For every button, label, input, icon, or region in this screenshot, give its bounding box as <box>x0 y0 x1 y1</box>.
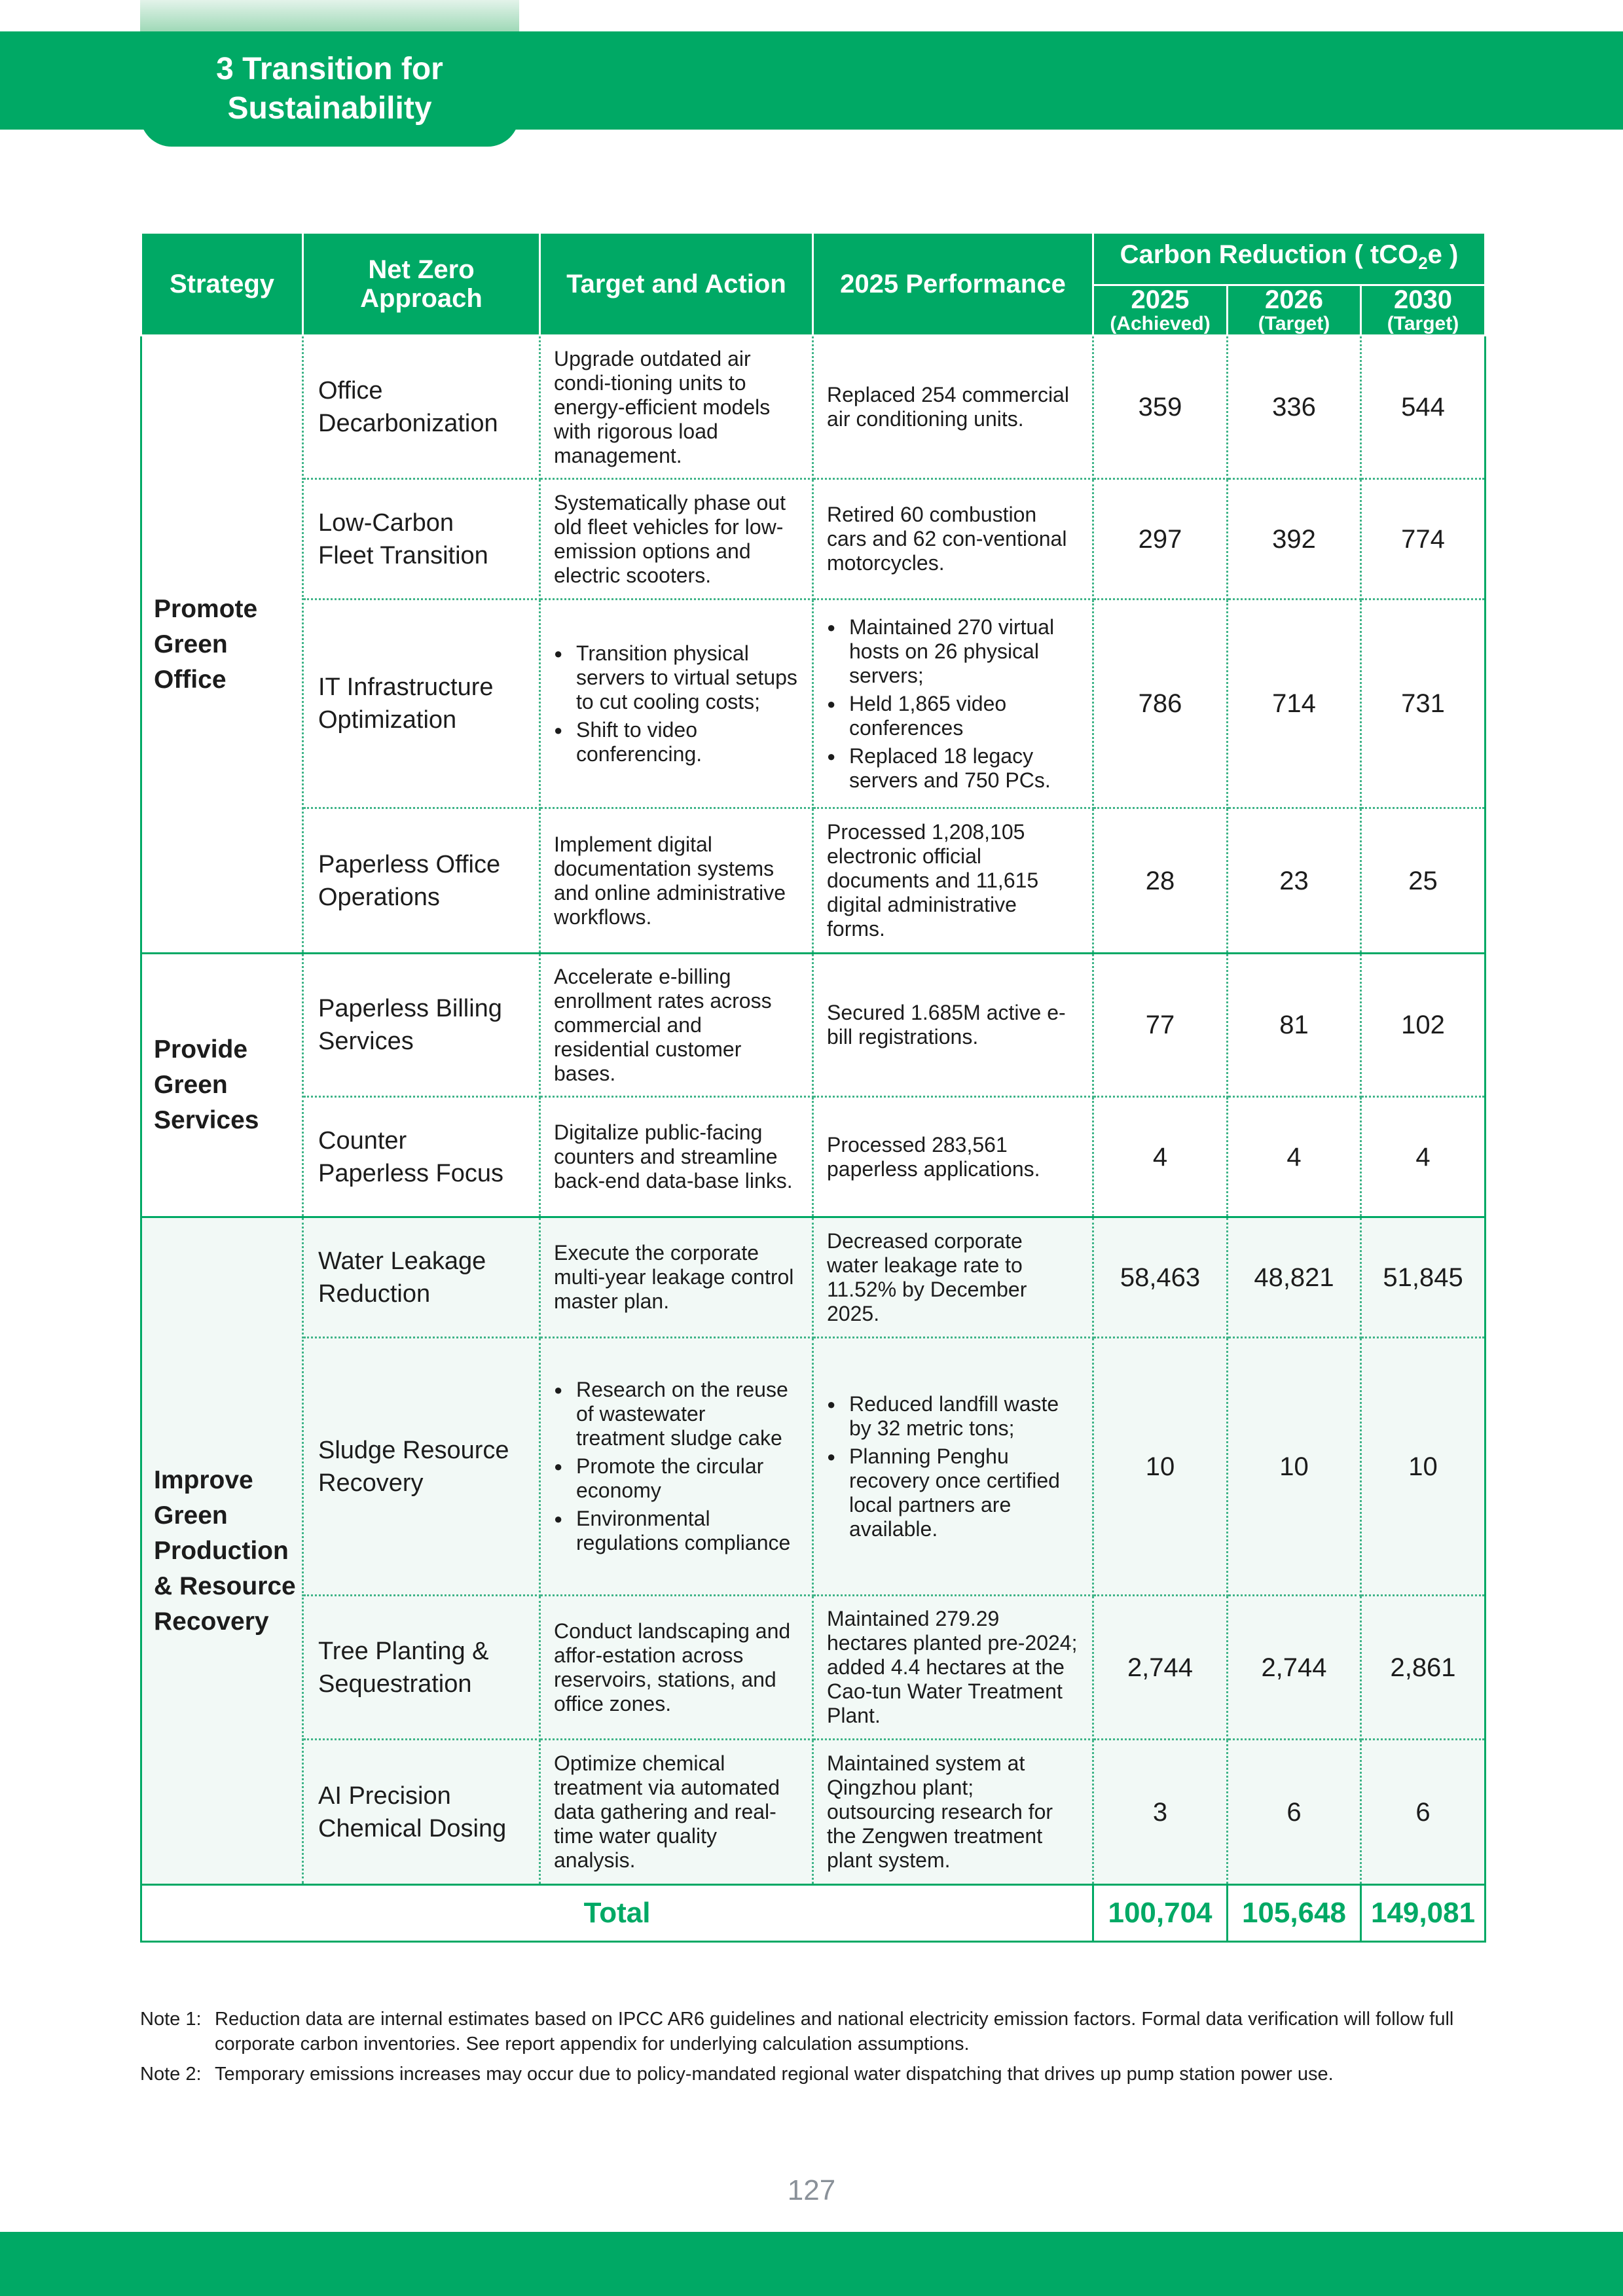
approach-cell <box>303 1596 540 1740</box>
value-2030: 4 <box>1361 1097 1486 1217</box>
performance-cell: Maintained system at Qingzhou plant; outsourcing research for the Zengwen treatment plant system. <box>813 1740 1093 1885</box>
performance-cell: Secured 1.685M active e-bill registrations. <box>813 954 1093 1097</box>
performance-cell <box>813 600 1093 808</box>
value-2026: 81 <box>1228 954 1361 1097</box>
approach-cell <box>303 1338 540 1596</box>
table-row <box>141 1217 1486 1338</box>
target-cell: Implement digital documentation systems and online administrative workflows. <box>540 808 813 954</box>
carbon-reduction-table <box>140 232 1486 1943</box>
strategy-line: & Resource <box>154 1571 296 1600</box>
approach-line: Paperless Focus <box>318 1159 504 1187</box>
approach-line: IT Infrastructure <box>318 673 494 701</box>
header-2025-note: (Achieved) <box>1110 313 1211 334</box>
approach-line: Fleet Transition <box>318 541 488 569</box>
target-cell <box>540 1338 813 1596</box>
section-tab <box>140 31 519 147</box>
table-row <box>141 1596 1486 1740</box>
approach-cell <box>303 1740 540 1885</box>
value-2026: 23 <box>1228 808 1361 954</box>
target-bullet: ● Shift to video conferencing. <box>576 718 799 766</box>
approach-line: Decarbonization <box>318 410 498 437</box>
approach-line: Office <box>318 377 383 404</box>
table-row <box>141 808 1486 954</box>
approach-cell <box>303 600 540 808</box>
header-strategy: Strategy <box>141 233 303 336</box>
approach-line: Services <box>318 1028 414 1055</box>
approach-cell <box>303 336 540 479</box>
value-2030: 6 <box>1361 1740 1486 1885</box>
strategy-line: Promote <box>154 594 258 623</box>
footer-band <box>0 2232 1623 2296</box>
target-bullet: ● Promote the circular economy <box>576 1454 799 1503</box>
total-label: Total <box>141 1885 1093 1942</box>
value-2030: 25 <box>1361 808 1486 954</box>
value-2026: 10 <box>1228 1338 1361 1596</box>
table-row <box>141 1338 1486 1596</box>
header-tab-fade <box>140 0 519 31</box>
table-row <box>141 1097 1486 1217</box>
value-2025: 786 <box>1093 600 1228 808</box>
strategy-line: Green <box>154 1071 228 1099</box>
value-2025: 2,744 <box>1093 1596 1228 1740</box>
value-2025: 58,463 <box>1093 1217 1228 1338</box>
section-title-line2: Sustainability <box>227 91 432 126</box>
approach-line: Sequestration <box>318 1670 472 1698</box>
approach-line: Chemical Dosing <box>318 1814 507 1842</box>
performance-bullet: ● Maintained 270 virtual hosts on 26 physical servers; <box>849 615 1079 688</box>
performance-cell: Retired 60 combustion cars and 62 con-ventional motorcycles. <box>813 479 1093 600</box>
approach-cell <box>303 1217 540 1338</box>
target-cell: Conduct landscaping and affor-estation across reservoirs, stations, and office zones. <box>540 1596 813 1740</box>
header-2026-note: (Target) <box>1258 313 1330 334</box>
header-carbon-reduction <box>1093 233 1486 285</box>
strategy-line: Office <box>154 665 227 694</box>
header-net-zero-approach: Net Zero Approach <box>303 233 540 336</box>
approach-line: Paperless Office <box>318 850 501 878</box>
strategy-line: Recovery <box>154 1607 269 1636</box>
total-2026: 105,648 <box>1228 1885 1361 1942</box>
strategy-line: Provide <box>154 1035 248 1064</box>
total-2030: 149,081 <box>1361 1885 1486 1942</box>
footnote-text: Temporary emissions increases may occur due to policy-mandated regional water dispatching that drives up pump station power use. <box>215 2064 1334 2085</box>
performance-cell: Maintained 279.29 hectares planted pre-2024; added 4.4 hectares at the Cao-tun Water Treatment Plant. <box>813 1596 1093 1740</box>
approach-line: AI Precision <box>318 1782 451 1810</box>
page-number: 127 <box>787 2174 836 2206</box>
header-2026 <box>1228 285 1361 336</box>
table-row <box>141 479 1486 600</box>
approach-line: Tree Planting & <box>318 1637 489 1665</box>
table-row <box>141 954 1486 1097</box>
value-2030: 2,861 <box>1361 1596 1486 1740</box>
approach-cell <box>303 954 540 1097</box>
target-cell: Accelerate e-billing enrollment rates across commercial and residential customer bases. <box>540 954 813 1097</box>
performance-cell <box>813 1338 1093 1596</box>
header-2030-note: (Target) <box>1387 313 1459 334</box>
value-2026: 392 <box>1228 479 1361 600</box>
footnote <box>140 2007 1484 2056</box>
target-bullet: ● Environmental regulations compliance <box>576 1507 799 1555</box>
header-carbon-subscript: 2 <box>1418 253 1428 273</box>
footnote-label: Note 1: <box>140 2009 202 2030</box>
footnotes <box>140 2007 1484 2092</box>
value-2026: 48,821 <box>1228 1217 1361 1338</box>
header-2025-year: 2025 <box>1131 285 1190 314</box>
header-2026-year: 2026 <box>1265 285 1323 314</box>
total-row <box>141 1885 1486 1942</box>
header-2030-year: 2030 <box>1394 285 1452 314</box>
header-2025 <box>1093 285 1228 336</box>
value-2030: 544 <box>1361 336 1486 479</box>
approach-cell <box>303 479 540 600</box>
value-2030: 51,845 <box>1361 1217 1486 1338</box>
value-2025: 77 <box>1093 954 1228 1097</box>
footnote-text: Reduction data are internal estimates based on IPCC AR6 guidelines and national electricity emission factors. Formal data verification will follow full corporate carbon inventories. See report appendix for underlying calculation assumptions. <box>215 2009 1454 2054</box>
value-2030: 102 <box>1361 954 1486 1097</box>
value-2026: 6 <box>1228 1740 1361 1885</box>
total-2025: 100,704 <box>1093 1885 1228 1942</box>
section-title <box>216 50 443 128</box>
approach-line: Water Leakage <box>318 1247 486 1275</box>
performance-bullet: ● Planning Penghu recovery once certified local partners are available. <box>849 1444 1079 1541</box>
value-2025: 297 <box>1093 479 1228 600</box>
performance-cell: Decreased corporate water leakage rate to 11.52% by December 2025. <box>813 1217 1093 1338</box>
value-2025: 10 <box>1093 1338 1228 1596</box>
approach-line: Optimization <box>318 706 457 734</box>
table-row <box>141 1740 1486 1885</box>
performance-cell: Processed 1,208,105 electronic official documents and 11,615 digital administrative forms. <box>813 808 1093 954</box>
performance-bullet: ● Replaced 18 legacy servers and 750 PCs. <box>849 744 1079 793</box>
target-bullet: ● Research on the reuse of wastewater treatment sludge cake <box>576 1378 799 1450</box>
strategy-cell <box>141 954 303 1217</box>
approach-line: Counter <box>318 1126 407 1155</box>
footnote <box>140 2062 1484 2087</box>
target-cell <box>540 600 813 808</box>
performance-bullet: ● Held 1,865 video conferences <box>849 692 1079 740</box>
value-2026: 4 <box>1228 1097 1361 1217</box>
performance-cell: Processed 283,561 paperless applications. <box>813 1097 1093 1217</box>
approach-line: Operations <box>318 883 440 911</box>
approach-line: Reduction <box>318 1280 431 1308</box>
approach-cell <box>303 1097 540 1217</box>
table-row <box>141 600 1486 808</box>
value-2025: 359 <box>1093 336 1228 479</box>
value-2026: 2,744 <box>1228 1596 1361 1740</box>
approach-line: Paperless Billing <box>318 995 502 1022</box>
performance-cell: Replaced 254 commercial air conditioning units. <box>813 336 1093 479</box>
value-2030: 10 <box>1361 1338 1486 1596</box>
strategy-line: Improve <box>154 1465 253 1494</box>
value-2026: 336 <box>1228 336 1361 479</box>
approach-cell <box>303 808 540 954</box>
target-cell: Execute the corporate multi-year leakage control master plan. <box>540 1217 813 1338</box>
header-2025-performance: 2025 Performance <box>813 233 1093 336</box>
target-cell: Optimize chemical treatment via automated data gathering and real-time water quality analysis. <box>540 1740 813 1885</box>
approach-line: Low-Carbon <box>318 509 454 537</box>
approach-line: Recovery <box>318 1469 424 1497</box>
value-2026: 714 <box>1228 600 1361 808</box>
header-carbon-suffix: e ) <box>1427 240 1459 269</box>
header-carbon-prefix: Carbon Reduction ( tCO <box>1120 240 1419 269</box>
target-bullet: ● Transition physical servers to virtual setups to cut cooling costs; <box>576 641 799 714</box>
header-target-and-action: Target and Action <box>540 233 813 336</box>
strategy-cell <box>141 1217 303 1885</box>
target-cell: Upgrade outdated air condi-tioning units to energy-efficient models with rigorous load management. <box>540 336 813 479</box>
value-2025: 4 <box>1093 1097 1228 1217</box>
value-2030: 731 <box>1361 600 1486 808</box>
header-2030 <box>1361 285 1486 336</box>
value-2025: 3 <box>1093 1740 1228 1885</box>
strategy-cell <box>141 336 303 954</box>
footnote-label: Note 2: <box>140 2064 202 2085</box>
target-cell: Digitalize public-facing counters and streamline back-end data-base links. <box>540 1097 813 1217</box>
value-2030: 774 <box>1361 479 1486 600</box>
strategy-line: Production <box>154 1536 289 1565</box>
performance-bullet: ● Reduced landfill waste by 32 metric tons; <box>849 1392 1079 1441</box>
table-row <box>141 336 1486 479</box>
strategy-line: Green <box>154 1501 228 1530</box>
strategy-line: Green <box>154 630 228 658</box>
value-2025: 28 <box>1093 808 1228 954</box>
approach-line: Sludge Resource <box>318 1436 509 1464</box>
strategy-line: Services <box>154 1106 259 1134</box>
section-title-line1: 3 Transition for <box>216 52 443 86</box>
target-cell: Systematically phase out old fleet vehicles for low-emission options and electric scooters. <box>540 479 813 600</box>
